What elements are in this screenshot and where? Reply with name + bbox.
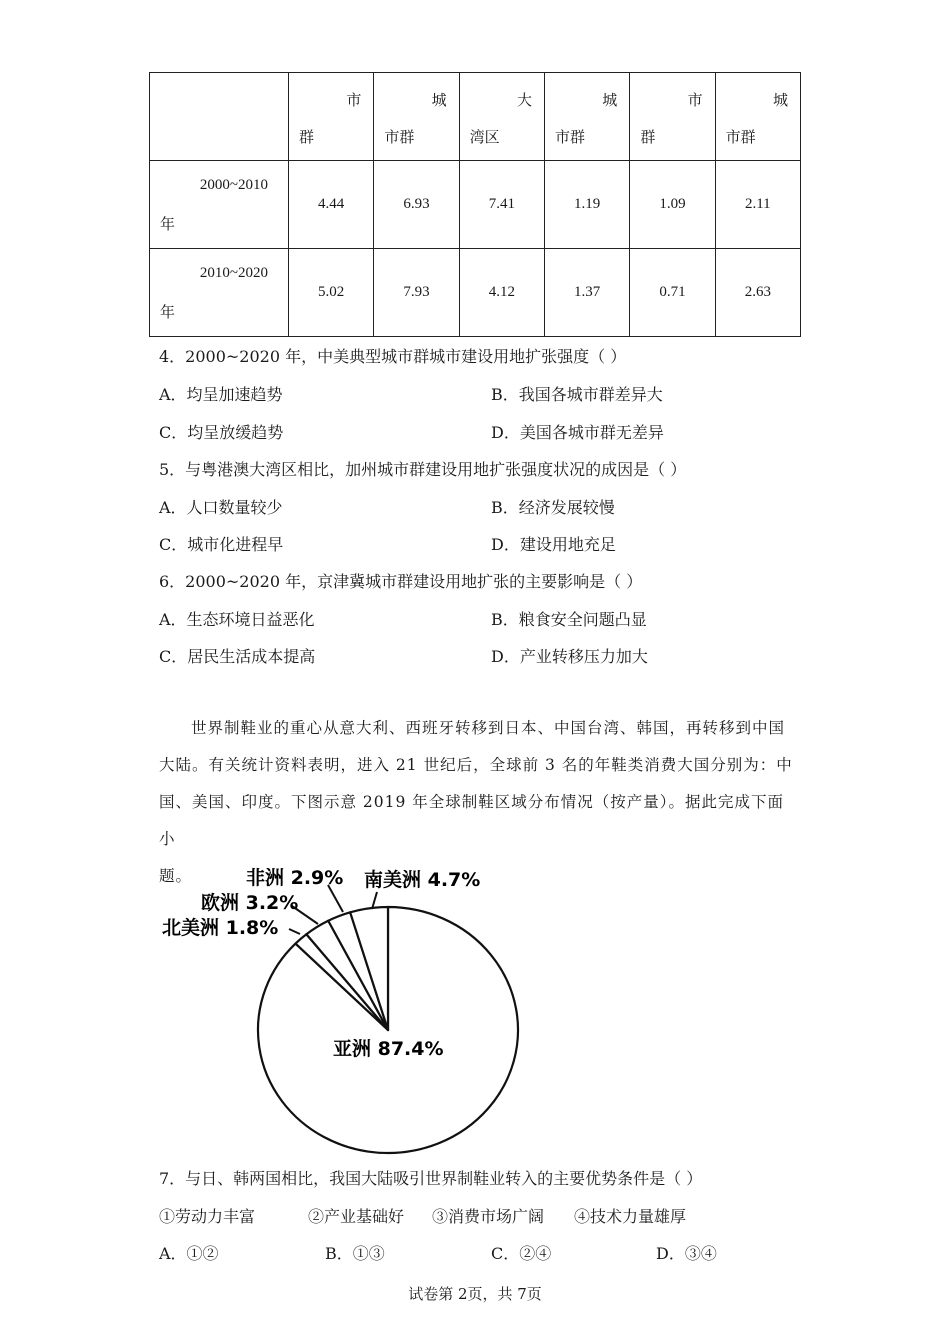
q6-stem: 6．2000~2020 年，京津冀城市群建设用地扩张的主要影响是（ ） bbox=[159, 572, 643, 591]
table-header-cell: 市 群 bbox=[289, 73, 374, 161]
expansion-intensity-table bbox=[149, 72, 801, 337]
table-cell: 0.71 bbox=[630, 249, 715, 337]
table-cell: 7.93 bbox=[374, 249, 459, 337]
q6-option-a[interactable]: A．生态环境日益恶化 bbox=[159, 610, 315, 629]
q5-option-d[interactable]: D．建设用地充足 bbox=[491, 535, 616, 554]
q4-option-b[interactable]: B．我国各城市群差异大 bbox=[491, 385, 663, 404]
table-cell: 7.41 bbox=[459, 161, 544, 249]
table-cell: 2.63 bbox=[715, 249, 800, 337]
q5-option-b[interactable]: B．经济发展较慢 bbox=[491, 498, 615, 517]
table-header-cell: 城 市群 bbox=[374, 73, 459, 161]
q7-option-a[interactable]: A．①② bbox=[159, 1244, 219, 1263]
q7-item-2: ②产业基础好 bbox=[308, 1207, 405, 1226]
table-row-year: 2010~2020 年 bbox=[150, 249, 289, 337]
slice-label-africa: 非洲 2.9% bbox=[246, 867, 344, 889]
table-row-year: 2000~2010 年 bbox=[150, 161, 289, 249]
table-header-corner bbox=[150, 73, 289, 161]
q7-item-4: ④技术力量雄厚 bbox=[574, 1207, 687, 1226]
passage-line: 大陆。有关统计资料表明，进入 21 世纪后，全球前 3 名的年鞋类消费大国分别为：中 bbox=[159, 756, 793, 774]
q4-stem: 4．2000~2020 年，中美典型城市群城市建设用地扩张强度（ ） bbox=[159, 347, 627, 366]
table-cell: 2.11 bbox=[715, 161, 800, 249]
passage-line: 世界制鞋业的重心从意大利、西班牙转移到日本、中国台湾、韩国，再转移到中国 bbox=[191, 719, 786, 737]
q7-item-1: ①劳动力丰富 bbox=[159, 1207, 256, 1226]
slice-label-north-america: 北美洲 1.8% bbox=[162, 917, 279, 939]
shoe-production-pie-chart bbox=[0, 855, 950, 1160]
q7-option-d[interactable]: D．③④ bbox=[656, 1244, 717, 1263]
q5-stem: 5．与粤港澳大湾区相比，加州城市群建设用地扩张强度状况的成因是（ ） bbox=[159, 460, 687, 479]
table-header-cell: 城 市群 bbox=[544, 73, 629, 161]
q5-option-c[interactable]: C．城市化进程早 bbox=[159, 535, 284, 554]
table-header-row bbox=[150, 73, 801, 161]
q7-item-3: ③消费市场广阔 bbox=[432, 1207, 545, 1226]
slice-label-south-america: 南美洲 4.7% bbox=[364, 869, 481, 891]
page-footer: 试卷第 2页，共 7页 bbox=[408, 1285, 542, 1303]
q4-option-c[interactable]: C．均呈放缓趋势 bbox=[159, 423, 284, 442]
leader-africa bbox=[328, 885, 343, 912]
table-header-cell: 城 市群 bbox=[715, 73, 800, 161]
leader-north-america bbox=[289, 929, 300, 934]
table-cell: 1.09 bbox=[630, 161, 715, 249]
table-cell: 4.12 bbox=[459, 249, 544, 337]
passage-line: 题。 bbox=[159, 867, 193, 885]
table-cell: 5.02 bbox=[289, 249, 374, 337]
q7-stem: 7．与日、韩两国相比，我国大陆吸引世界制鞋业转入的主要优势条件是（ ） bbox=[159, 1169, 703, 1188]
table-header-cell: 市 群 bbox=[630, 73, 715, 161]
slice-label-europe: 欧洲 3.2% bbox=[201, 892, 299, 914]
table-cell: 6.93 bbox=[374, 161, 459, 249]
q5-option-a[interactable]: A．人口数量较少 bbox=[159, 498, 283, 517]
q6-option-b[interactable]: B．粮食安全问题凸显 bbox=[491, 610, 647, 629]
table-row bbox=[150, 161, 801, 249]
table-cell: 1.19 bbox=[544, 161, 629, 249]
table-cell: 4.44 bbox=[289, 161, 374, 249]
slice-label-asia: 亚洲 87.4% bbox=[333, 1038, 444, 1060]
q6-option-d[interactable]: D．产业转移压力加大 bbox=[491, 647, 648, 666]
q4-option-d[interactable]: D．美国各城市群无差异 bbox=[491, 423, 664, 442]
table-header-cell: 大 湾区 bbox=[459, 73, 544, 161]
q7-option-b[interactable]: B．①③ bbox=[325, 1244, 385, 1263]
q4-option-a[interactable]: A．均呈加速趋势 bbox=[159, 385, 283, 404]
q7-option-c[interactable]: C．②④ bbox=[491, 1244, 552, 1263]
passage-line: 国、美国、印度。下图示意 2019 年全球制鞋区域分布情况（按产量）。据此完成下面小 bbox=[159, 793, 785, 848]
q6-option-c[interactable]: C．居民生活成本提高 bbox=[159, 647, 316, 666]
table-cell: 1.37 bbox=[544, 249, 629, 337]
table-row bbox=[150, 249, 801, 337]
